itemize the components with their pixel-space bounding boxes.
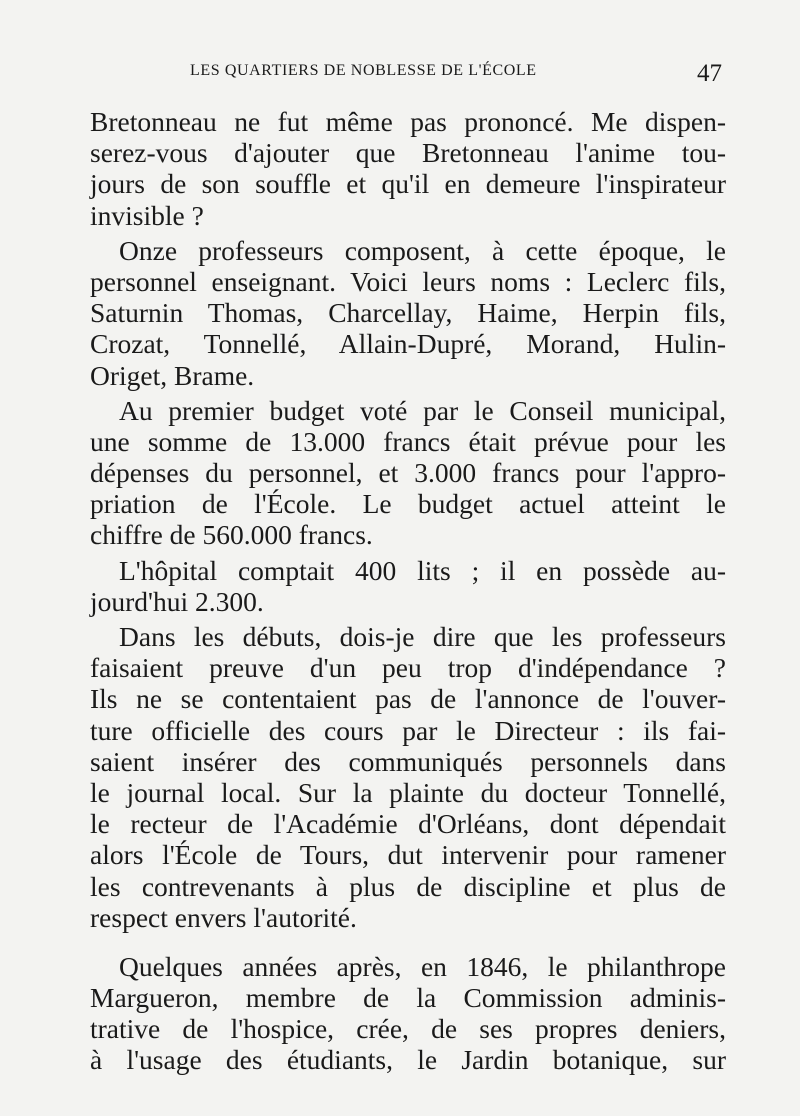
paragraph-5 <box>90 621 726 933</box>
text-line: Ils ne se contentaient pas de l'annonce de l'ouver- <box>90 683 726 715</box>
text-line: trative de l'hospice, crée, de ses propres deniers, <box>90 1013 726 1045</box>
text-line: ture officielle des cours par le Directeur : ils fai- <box>90 714 726 746</box>
text-line: Bretonneau ne fut même pas prononcé. Me dispen- <box>90 106 726 137</box>
text-line: personnel enseignant. Voici leurs noms : Leclerc fils, <box>90 265 726 297</box>
text-line: le recteur de l'Académie d'Orléans, dont dépendait <box>90 808 726 840</box>
text-line: priation de l'École. Le budget actuel atteint le <box>90 488 726 520</box>
text-line: jourd'hui 2.300. <box>90 585 264 617</box>
text-line: le journal local. Sur la plainte du docteur Tonnellé, <box>90 776 726 808</box>
text-line: Margueron, membre de la Commission adminis- <box>90 982 726 1014</box>
text-line: une somme de 13.000 francs était prévue pour les <box>90 425 726 457</box>
text-line: alors l'École de Tours, dut intervenir pour ramener <box>90 839 726 871</box>
paragraph-gap <box>90 933 726 951</box>
paragraph-6 <box>90 951 726 1076</box>
text-line: jours de son souffle et qu'il en demeure l'inspirateur <box>90 168 726 200</box>
text-line: Onze professeurs composent, à cette époque, le <box>119 234 726 266</box>
text-line: Crozat, Tonnellé, Allain-Dupré, Morand, Hulin- <box>90 328 726 360</box>
text-line: serez-vous d'ajouter que Bretonneau l'anime tou- <box>90 137 726 169</box>
paragraph-4 <box>90 555 726 617</box>
text-line: à l'usage des étudiants, le Jardin botanique, sur <box>90 1044 726 1076</box>
text-line: L'hôpital comptait 400 lits ; il en possède au- <box>119 554 726 586</box>
paragraph-3 <box>90 395 726 551</box>
text-line: invisible ? <box>90 199 204 231</box>
text-line: les contrevenants à plus de discipline et plus de <box>90 870 726 902</box>
text-line: Au premier budget voté par le Conseil municipal, <box>119 394 726 426</box>
text-line: Saturnin Thomas, Charcellay, Haime, Herpin fils, <box>90 297 726 329</box>
text-line: Dans les débuts, dois-je dire que les professeurs <box>119 621 726 652</box>
text-line: saient insérer des communiqués personnels dans <box>90 745 726 777</box>
text-line: Origet, Brame. <box>90 359 255 391</box>
page-body <box>90 106 726 1076</box>
text-line: respect envers l'autorité. <box>90 901 357 933</box>
text-line: faisaient preuve d'un peu trop d'indépendance ? <box>90 652 726 684</box>
paragraph-2 <box>90 235 726 391</box>
running-title: LES QUARTIERS DE NOBLESSE DE L'ÉCOLE <box>190 62 537 79</box>
page-number: 47 <box>697 60 722 87</box>
text-line: chiffre de 560.000 francs. <box>90 519 373 551</box>
paragraph-1 <box>90 106 726 231</box>
text-line: Quelques années après, en 1846, le philanthrope <box>119 950 726 982</box>
text-line: dépenses du personnel, et 3.000 francs pour l'appro- <box>90 457 726 489</box>
